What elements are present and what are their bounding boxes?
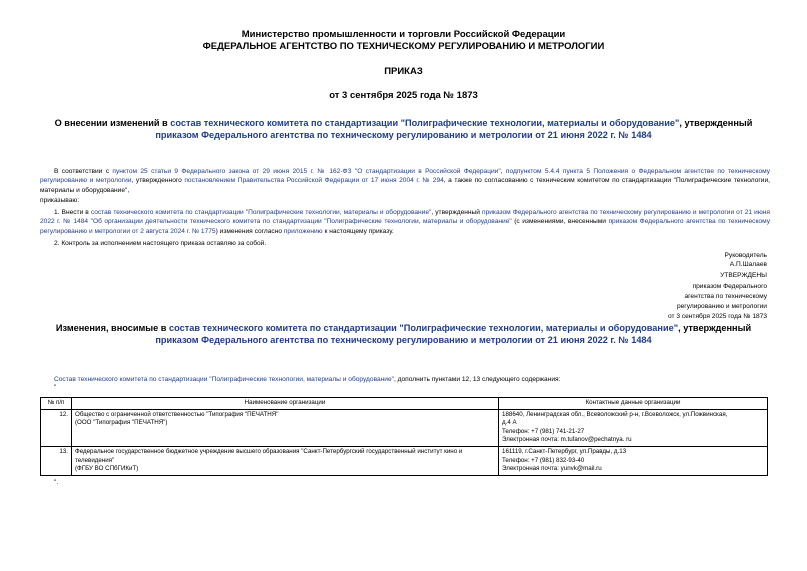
item-1-text: (с изменениями, внесенными [511,218,609,226]
preamble-text: , утвержденного [131,177,185,185]
item-1-text: , утвержденный [431,209,483,216]
address: д.4 А [502,419,517,427]
committee-composition-link[interactable]: состав технического комитета по стандартизации "Полиграфические технологии, материалы и оборудование" [170,118,680,128]
close-quote: ". [54,479,59,486]
government-decree-link[interactable]: постановлением Правительства Российской Федерации от 17 июня 2004 г. № 294 [184,177,444,185]
phone: Телефон: +7 (981) 741-21-27 [502,427,585,435]
order-1484-link[interactable]: приказом Федерального агентства по техническому регулированию и метрологии от 21 июня 2022 г. № 1484 "Об организации деятельности технического комитета по стандартизации "Полиграфические технологии, материалы и оборудование" [40,209,770,226]
preamble-text: В соответствии с [54,168,113,175]
order-1484-link[interactable]: приказом Федерального агентства по техническому регулированию и метрологии от 21 июня 2022 г. № 1484 [155,130,652,140]
organization-name: Общество с ограниченной ответственностью "Типография "ПЕЧАТНЯ" [75,410,279,418]
committee-composition-link[interactable]: состав технического комитета по стандартизации "Полиграфические технологии, материалы и оборудование" [169,323,679,333]
federal-law-link[interactable]: пунктом 25 статьи 9 Федерального закона от 29 июня 2015 г. № 162-ФЗ "О стандартизации в Российской Федерации" [112,168,501,175]
approved-line: приказом Федерального [692,283,767,290]
phone: Телефон: +7 (981) 832-93-40 [502,456,585,464]
col-header-number: № п/п [41,398,72,410]
col-header-organization: Наименование организации [72,398,499,410]
doc-type: ПРИКАЗ [384,66,423,77]
approved-date: от 3 сентября 2025 года № 1873 [667,313,767,320]
contacts-cell [499,446,768,475]
preamble-text: , а также по согласованию с техническим комитетом по стандартизации "Полиграфические технологии, материалы и оборудование", [40,177,770,194]
col-header-contacts: Контактные данные организации [499,398,768,410]
changes-title [40,322,767,346]
agency-name: ФЕДЕРАЛЬНОЕ АГЕНТСТВО ПО ТЕХНИЧЕСКОМУ РЕГУЛИРОВАНИЮ И МЕТРОЛОГИИ [202,41,605,52]
changes-title-text: , утвержденный [678,323,752,333]
order-word: приказываю: [40,197,80,204]
preamble-text: , [500,168,506,175]
organization-short-name: (ФГБУ ВО СПбГИКиТ) [75,465,139,473]
row-number: 13. [41,446,72,475]
signature-name: А.П.Шалаев [729,261,767,268]
title-text: , утвержденный [679,118,753,128]
approved-line: агентства по техническому [684,293,767,300]
regulation-link[interactable]: подпунктом 5.4.4 пункта 5 Положения о Федеральном агентстве по техническому регулированию и метрологии [40,168,771,185]
committee-composition-link[interactable]: Состав технического комитета по стандартизации "Полиграфические технологии, материалы и оборудование" [54,376,394,383]
item-1-text: ) изменения согласно [215,227,284,235]
email: Электронная почта: m.tufanov@pechatnya. ru [502,436,632,444]
preamble [40,167,770,195]
organization-name: Федеральное государственное бюджетное учреждение высшего образования "Санкт-Петербургский государственный институт кино и [75,447,463,455]
order-1484-link[interactable]: приказом Федерального агентства по техническому регулированию и метрологии от 21 июня 2022 г. № 1484 [155,335,652,345]
open-quote: " [54,384,57,391]
address: 161119, г.Санкт-Петербург, ул.Правды, д.13 [502,447,627,455]
table-header-row [41,398,768,410]
order-1775-link[interactable]: приказом Федерального агентства по техническому регулированию и метрологии от 2 августа 2024 г. № 1775 [40,218,770,235]
order-title [40,117,767,141]
signature-position: Руководитель [724,252,767,259]
changes-intro [54,375,770,384]
appendix-link[interactable]: приложению [283,227,323,235]
organization-short-name: (ООО "Типография "ПЕЧАТНЯ") [75,419,168,427]
organization-cell [72,409,499,446]
item-1 [40,208,770,236]
committee-composition-link[interactable]: состав технического комитета по стандартизации "Полиграфические технологии, материалы и оборудование" [90,209,432,216]
item-1-text: к настоящему приказу. [322,227,394,235]
row-number: 12. [41,409,72,446]
title-text: О внесении изменений в [54,118,171,128]
approved-line: регулированию и метрологии [676,303,767,310]
table-row [41,409,768,446]
item-1-text: 1. Внести в [54,209,91,216]
item-2: 2. Контроль за исполнением настоящего приказа оставляю за собой. [54,240,267,247]
changes-intro-text: , дополнить пунктами 12, 13 следующего содержания: [394,376,561,383]
organizations-table [40,397,768,476]
contacts-cell [499,409,768,446]
changes-title-text: Изменения, вносимые в [55,323,169,333]
date-number: от 3 сентября 2025 года № 1873 [329,90,478,101]
ministry-name: Министерство промышленности и торговли Российской Федерации [241,29,566,40]
email: Электронная почта: yunvk@mail.ru [502,465,602,473]
address: 188640, Ленинградская обл., Всеволожский р-н, г.Всеволожск, ул.Пожвинская, [502,410,728,418]
organization-name: телевидения" [75,456,115,464]
approved-label: УТВЕРЖДЕНЫ [720,272,767,279]
organization-cell [72,446,499,475]
table-row [41,446,768,475]
